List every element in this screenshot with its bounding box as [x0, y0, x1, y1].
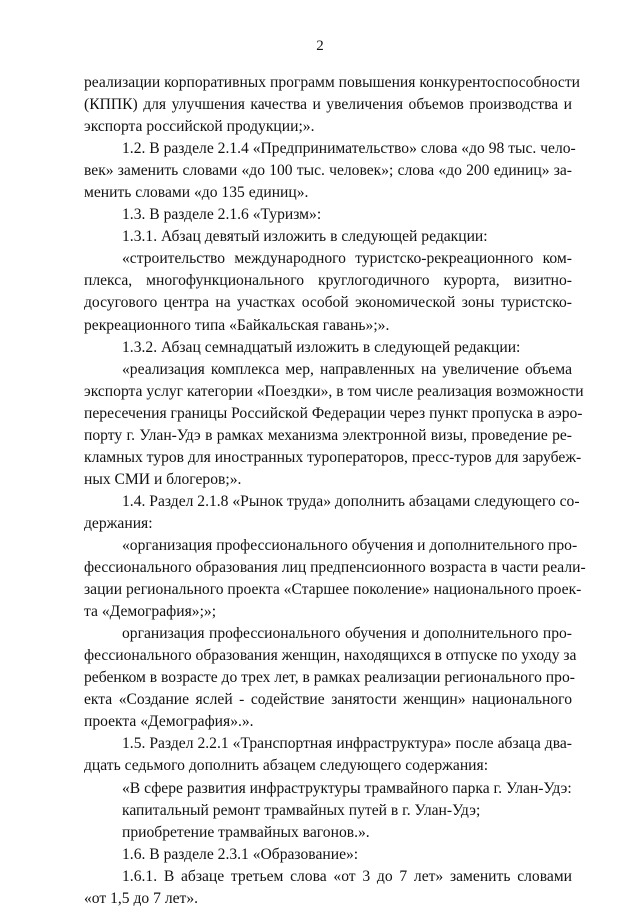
text-line: плекса, многофункционального круглогодичного курорта, визитно- [84, 272, 572, 290]
text-line: фессионального образования лиц предпенсионного возраста в части реали- [84, 559, 586, 577]
text-line: капитальный ремонт трамвайных путей в г. Улан-Удэ; [122, 801, 481, 819]
text-line: рекреационного типа «Байкальская гавань»;». [84, 316, 390, 334]
text-line: «В сфере развития инфраструктуры трамвайного парка г. Улан-Удэ: [122, 779, 572, 797]
text-line: порту г. Улан-Удэ в рамках механизма электронной визы, проведение ре- [84, 426, 572, 444]
text-line: дцать седьмого дополнить абзацем следующего содержания: [84, 757, 489, 775]
text-line: досугового центра на участках особой экономической зоны туристско- [84, 294, 572, 312]
text-line: ных СМИ и блогеров;». [84, 470, 242, 488]
text-line: экспорта услуг категории «Поездки», в том числе реализация возможности [84, 382, 584, 400]
text-line: «реализация комплекса мер, направленных на увеличение объема [122, 360, 572, 378]
document-body [84, 72, 586, 910]
text-line: менить словами «до 135 единиц». [84, 184, 309, 202]
text-line: «организация профессионального обучения и дополнительного про- [122, 536, 578, 554]
text-line: кламных туров для иностранных туроператоров, пресс-туров для зарубеж- [84, 448, 582, 466]
page-number: 2 [316, 38, 324, 54]
text-line: проекта «Демография».». [84, 713, 254, 731]
text-line: зации регионального проекта «Старшее поколение» национального проек- [84, 581, 582, 599]
text-line: 1.5. Раздел 2.2.1 «Транспортная инфраструктура» после абзаца два- [122, 735, 572, 753]
text-line: 1.4. Раздел 2.1.8 «Рынок труда» дополнить абзацами следующего со- [122, 492, 580, 510]
text-line: 1.3.1. Абзац девятый изложить в следующей редакции: [122, 228, 488, 246]
text-line: экспорта российской продукции;». [84, 118, 315, 136]
text-line: ребенком в возрасте до трех лет, в рамках реализации регионального про- [84, 669, 575, 687]
text-line: 1.2. В разделе 2.1.4 «Предпринимательство» слова «до 98 тыс. чело- [122, 140, 576, 158]
text-line: держания: [84, 514, 153, 532]
text-line: приобретение трамвайных вагонов.». [122, 823, 370, 841]
text-line: «от 1,5 до 7 лет». [84, 889, 199, 907]
text-line: екта «Создание яслей - содействие занятости женщин» национального [84, 691, 572, 709]
text-line: фессионального образования женщин, находящихся в отпуске по уходу за [84, 647, 577, 665]
text-line: (КППК) для улучшения качества и увеличения объемов производства и [84, 96, 572, 114]
text-line: 1.3. В разделе 2.1.6 «Туризм»: [122, 206, 322, 224]
text-line: та «Демография»;»; [84, 603, 217, 621]
text-line: 1.6. В разделе 2.3.1 «Образование»: [122, 845, 359, 863]
text-line: 1.6.1. В абзаце третьем слова «от 3 до 7 лет» заменить словами [122, 867, 572, 885]
text-line: «строительство международного туристско-рекреационного ком- [122, 250, 572, 268]
text-line: реализации корпоративных программ повышения конкурентоспособности [84, 74, 580, 91]
text-line: организация профессионального обучения и дополнительного про- [122, 625, 572, 643]
text-line: пересечения границы Российской Федерации через пункт пропуска в аэро- [84, 404, 583, 422]
text-line: век» заменить словами «до 100 тыс. человек»; слова «до 200 единиц» за- [84, 162, 572, 180]
text-line: 1.3.2. Абзац семнадцатый изложить в следующей редакции: [122, 338, 521, 356]
